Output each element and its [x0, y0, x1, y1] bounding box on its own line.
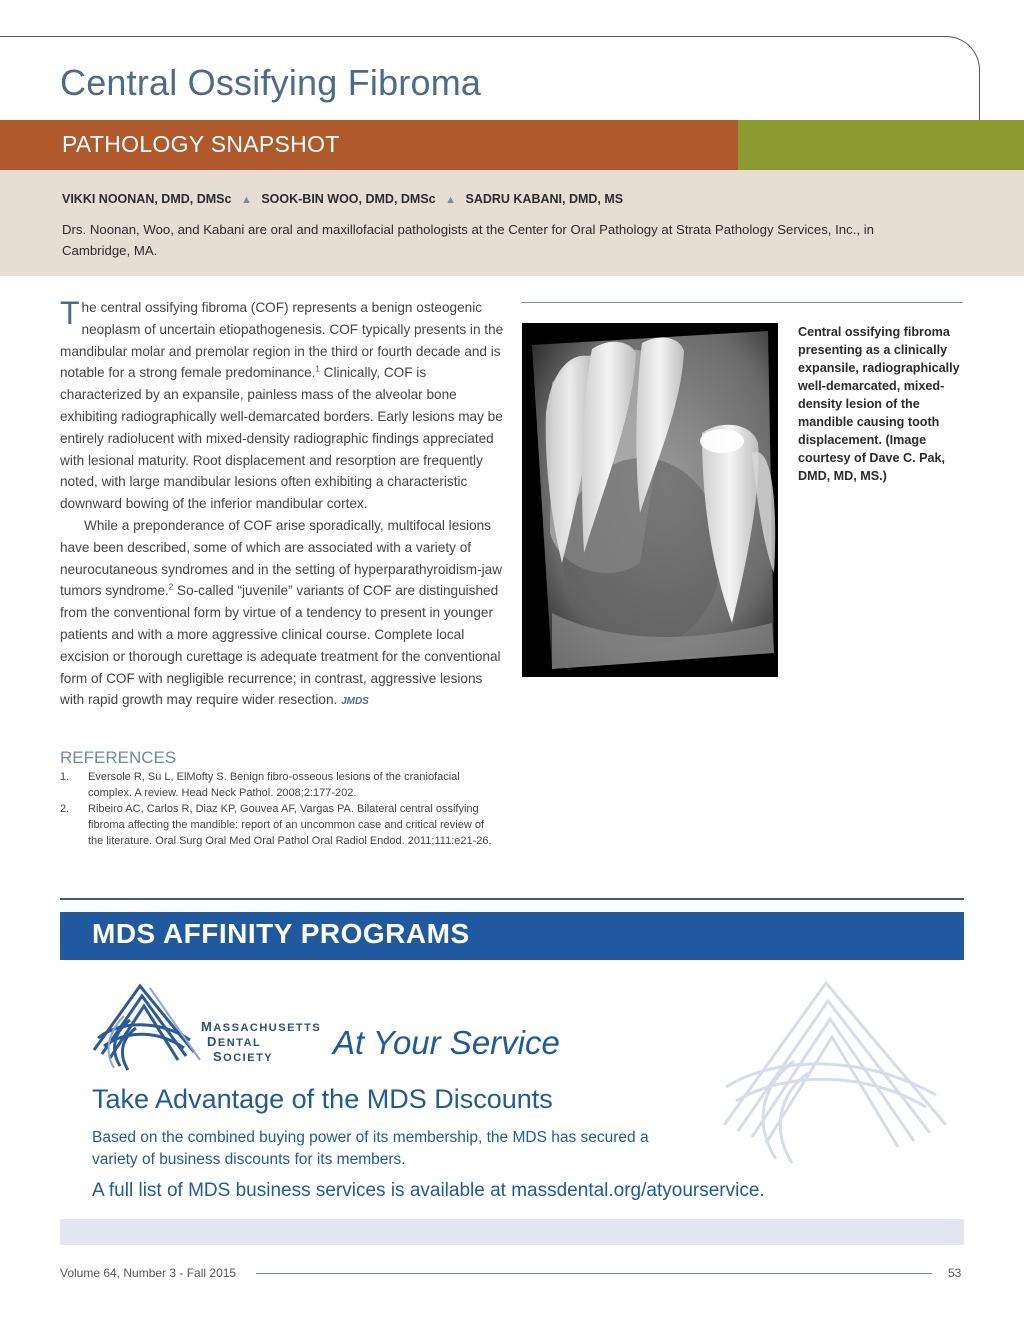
logo-letter: S [213, 1049, 224, 1064]
section-label: PATHOLOGY SNAPSHOT [62, 131, 340, 157]
author-list [62, 192, 623, 206]
ad-bottom-bar [60, 1219, 964, 1245]
references-list [60, 769, 500, 849]
top-frame-line [0, 36, 935, 37]
reference-number: 1. [60, 771, 70, 783]
radiograph-image [522, 323, 778, 677]
paragraph-text: Clinically, COF is characterized by an expansile, painless mass of the alveolar bone exhibiting radiographically well-demarcated borders. Early lesions may be entirely radiolucent with mixed-density radiographic findings appreciated with lesional maturity. Root displacement and resorption are frequently noted, with large mandibular lesions often exhibiting a characteristic downward bowing of the inferior mandibular cortex. [60, 365, 503, 512]
ad-headline: Take Advantage of the MDS Discounts [92, 1084, 553, 1114]
radiograph-drawing [522, 323, 778, 677]
author-name: SOOK-BIN WOO, DMD, DMSc [261, 192, 436, 206]
paragraph [60, 515, 505, 713]
section-band-accent [738, 120, 1024, 170]
logo-word: ASSACHUSETTS [213, 1022, 322, 1034]
drop-cap: T [60, 295, 80, 331]
page-number: 53 [948, 1266, 962, 1280]
affinity-title: MDS AFFINITY PROGRAMS [92, 918, 470, 949]
reference-item [60, 801, 500, 849]
ad-body: Based on the combined buying power of its membership, the MDS has secured a variety of business discounts for its members. [92, 1129, 649, 1168]
logo-line [201, 1020, 321, 1035]
reference-text: Eversole R, Su L, ElMofty S. Benign fibro-osseous lesions of the craniofacial complex. A review. Head Neck Pathol. 2008;2:177-202. [88, 771, 460, 799]
reference-item [60, 769, 500, 801]
triangle-separator-icon: ▲ [445, 194, 456, 206]
references-heading: REFERENCES [60, 748, 177, 767]
top-frame-corner [905, 36, 980, 127]
logo-line [201, 1050, 321, 1065]
mds-logo-wordmark [201, 1020, 321, 1065]
mds-logo-icon [90, 980, 218, 1076]
tagline: At Your Service [333, 1024, 560, 1061]
figure-caption: Central ossifying fibroma presenting as a clinically expansile, radiographically well-demarcated, mixed-density lesion of the mandible causing tooth displacement. (Image courtesy of Dave C. Pak, DMD, MD, MS.) [798, 325, 960, 483]
author-name: VIKKI NOONAN, DMD, DMSc [62, 192, 232, 206]
logo-letter: D [207, 1034, 218, 1049]
author-name: SADRU KABANI, DMD, MS [465, 192, 624, 206]
footer-volume: Volume 64, Number 3 - Fall 2015 [60, 1266, 237, 1280]
triangle-separator-icon: ▲ [240, 194, 252, 206]
ad-link-text[interactable]: A full list of MDS business services is available at massdental.org/atyourservice. [92, 1180, 765, 1201]
paragraph [60, 297, 505, 515]
figure-rule [521, 302, 963, 303]
logo-letter: M [201, 1019, 214, 1034]
watermark-logo-icon [716, 975, 952, 1165]
page-title: Central Ossifying Fibroma [60, 62, 482, 103]
article-body [60, 297, 505, 713]
paragraph-text: While a preponderance of COF arise sporadically, multifocal lesions have been described, some of which are associated with a variety of neurocutaneous syndromes and in the setting of hyperparathyroidism-jaw tumors syndrome. [60, 517, 503, 599]
citation-mark: 2 [168, 582, 174, 592]
reference-number: 2. [60, 803, 70, 815]
paragraph-text: So-called “juvenile” variants of COF are distinguished from the conventional form by virtue of a tendency to present in younger patients and with a more aggressive clinical course. Complete local excision or thorough curettage is adequate treatment for the conventional form of COF with negligible recurrence; in contrast, aggressive lesions with rapid growth may require wider resection. [60, 583, 501, 708]
paragraph-text: he central ossifying fibroma (COF) represents a benign osteogenic neoplasm of uncertain etiopathogenesis. COF typically presents in the mandibular molar and premolar region in the third or fourth decade and is notable for a strong female predominance. [60, 300, 504, 381]
end-mark: JMDS [341, 696, 369, 708]
author-affiliation: Drs. Noonan, Woo, and Kabani are oral and maxillofacial pathologists at the Center for Oral Pathology at Strata Pathology Services, Inc., in Cambridge, MA. [62, 222, 874, 258]
footer-rule [256, 1273, 932, 1274]
reference-text: Ribeiro AC, Carlos R, Diaz KP, Gouvea AF, Vargas PA. Bilateral central ossifying fibroma affecting the mandible: report of an uncommon case and critical review of the literature. Oral Surg Oral Med Oral Pathol Oral Radiol Endod. 2011;111:e21-26. [88, 803, 492, 847]
logo-word: OCIETY [223, 1052, 274, 1064]
citation-mark: 1 [315, 364, 320, 374]
logo-word: ENTAL [217, 1037, 262, 1049]
section-divider [60, 898, 964, 900]
logo-line [201, 1035, 321, 1050]
